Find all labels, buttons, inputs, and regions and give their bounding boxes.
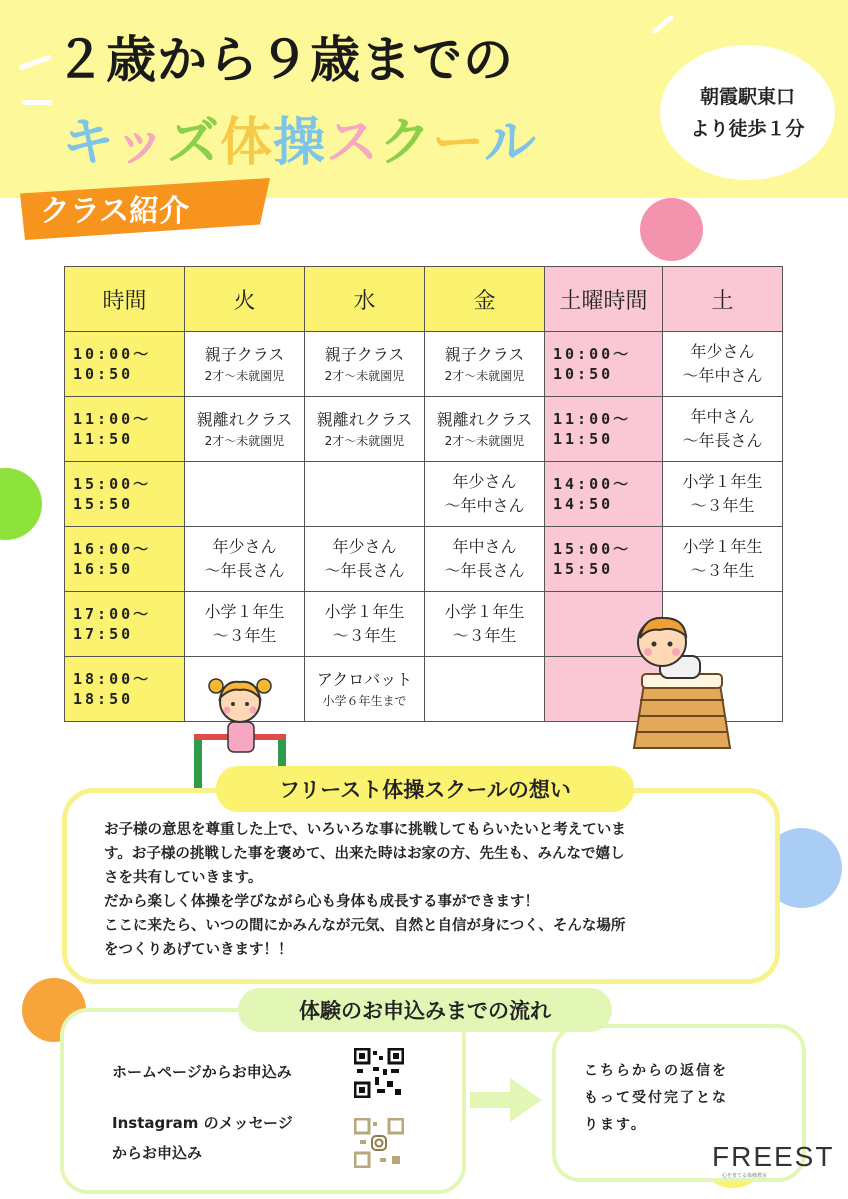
class-name: 小学１年生 (444, 602, 525, 621)
header-friday: 金 (425, 267, 545, 332)
class-name: 小学１年生 (682, 472, 763, 491)
time-slot-cell (65, 462, 185, 527)
class-name: 親離れクラス (196, 410, 293, 429)
apply-via-instagram-line1: Instagram のメッセージ (112, 1114, 293, 1132)
headline-char: ッ (113, 113, 167, 173)
deco-stroke (22, 100, 52, 105)
freest-logo: FREEST (712, 1141, 835, 1172)
class-age-range: 2才〜未就園児 (324, 434, 405, 448)
class-age-range: 2才〜未就園児 (324, 369, 405, 383)
time-slot-text: 16:50 (73, 560, 134, 578)
header-saturday: 土 (663, 267, 783, 332)
class-cell (185, 397, 305, 462)
class-age-range: 2才〜未就園児 (444, 434, 525, 448)
class-name: 年中さん (452, 537, 517, 556)
homepage-qr-code (354, 1048, 404, 1102)
time-slot-cell (65, 397, 185, 462)
reply-line: こちらからの返信を (584, 1063, 728, 1079)
class-cell (305, 527, 425, 592)
saturday-class-cell (663, 332, 783, 397)
class-name: 年中さん (690, 407, 755, 426)
section-ribbon-label: クラス紹介 (40, 194, 190, 229)
time-slot-text: 18:50 (73, 690, 134, 708)
class-name: 年少さん (452, 472, 517, 491)
time-slot-text: 10:50 (73, 365, 134, 383)
time-slot-cell (65, 657, 185, 722)
class-cell (425, 592, 545, 657)
class-cell (425, 462, 545, 527)
class-cell (185, 527, 305, 592)
class-name: 年少さん (212, 537, 277, 556)
time-slot-text: 10:00〜 (553, 345, 632, 363)
class-cell (305, 332, 425, 397)
time-slot-text: 10:00〜 (73, 345, 152, 363)
headline-char: ー (432, 113, 485, 173)
philosophy-line: ここに来たら、いつの間にかみんなが元気、自然と自信が身につく、そんな場所 (104, 918, 626, 934)
class-cell (305, 592, 425, 657)
time-slot-cell (545, 397, 663, 462)
class-name: 小学１年生 (204, 602, 285, 621)
time-slot-text: 11:00〜 (553, 410, 632, 428)
headline-char: ズ (166, 113, 220, 173)
headline-char: ク (379, 113, 433, 173)
philosophy-title: フリースト体操スクールの想い (216, 766, 634, 812)
class-cell (185, 592, 305, 657)
class-cell (305, 657, 425, 722)
philosophy-line: だから楽しく体操を学びながら心も身体も成長する事ができます！ (104, 894, 539, 910)
table-header-row (65, 267, 783, 332)
class-cell (425, 527, 545, 592)
philosophy-message (104, 818, 764, 962)
headline-char: ル (484, 113, 538, 173)
class-age-range: 小学６年生まで (322, 694, 407, 708)
philosophy-line: をつくりあげていきます！！ (104, 942, 293, 958)
philosophy-line: お子様の意思を尊重した上で、いろいろな事に挑戦してもらいたいと考えていま (104, 822, 626, 838)
class-age-range: 2才〜未就園児 (204, 434, 285, 448)
class-age-range: 〜年長さん (204, 561, 285, 580)
class-name: 年少さん (332, 537, 397, 556)
class-name: 〜年長さん (682, 431, 763, 450)
headline-char: 操 (273, 113, 327, 173)
class-name: 親子クラス (324, 345, 405, 364)
pink-circle-deco (640, 198, 703, 261)
access-walk: より徒歩１分 (690, 117, 805, 140)
freest-logo-tagline: 心を育てる体操教室 (722, 1173, 768, 1179)
reply-line: もって受付完了とな (584, 1090, 728, 1106)
class-age-range: 〜年中さん (444, 496, 525, 515)
green-circle-deco (0, 468, 42, 540)
kid-on-vaulting-box-illustration (630, 612, 734, 752)
time-slot-text: 11:50 (553, 430, 614, 448)
headline-char: ス (326, 113, 380, 173)
time-slot-text: 16:00〜 (73, 540, 152, 558)
class-cell (305, 462, 425, 527)
philosophy-line: さを共有していきます。 (104, 870, 263, 886)
instagram-qr-code (354, 1118, 404, 1172)
header-tuesday: 火 (185, 267, 305, 332)
time-slot-text: 15:50 (553, 560, 614, 578)
class-name: 小学１年生 (324, 602, 405, 621)
class-age-range: 〜年長さん (444, 561, 525, 580)
apply-via-instagram-line2: からお申込み (112, 1144, 203, 1162)
class-cell (425, 397, 545, 462)
class-cell (425, 657, 545, 722)
class-age-range: 〜３年生 (212, 626, 277, 645)
time-slot-text: 15:00〜 (553, 540, 632, 558)
time-slot-text: 11:50 (73, 430, 134, 448)
headline-char: キ (62, 113, 114, 173)
class-cell (425, 332, 545, 397)
class-cell (185, 332, 305, 397)
class-cell (305, 397, 425, 462)
time-slot-text: 17:50 (73, 625, 134, 643)
class-name: 親子クラス (204, 345, 285, 364)
schedule-row (65, 527, 783, 592)
class-name: 小学１年生 (682, 537, 763, 556)
saturday-class-cell (663, 462, 783, 527)
saturday-class-cell (663, 397, 783, 462)
philosophy-line: す。お子様の挑戦した事を褒めて、出来た時はお家の方、先生も、みんなで嬉し (104, 846, 625, 862)
class-name: 親離れクラス (316, 410, 413, 429)
access-station: 朝霞駅東口 (699, 85, 795, 108)
access-bubble (660, 45, 835, 180)
time-slot-text: 14:00〜 (553, 475, 632, 493)
time-slot-cell (65, 332, 185, 397)
apply-via-homepage: ホームページからお申込み (112, 1063, 292, 1081)
class-name: 年少さん (690, 342, 755, 361)
headline-char: 体 (220, 113, 274, 173)
time-slot-cell (545, 332, 663, 397)
time-slot-text: 14:50 (553, 495, 614, 513)
schedule-row (65, 332, 783, 397)
flow-title: 体験のお申込みまでの流れ (238, 988, 612, 1032)
schedule-row (65, 462, 783, 527)
time-slot-text: 15:50 (73, 495, 134, 513)
schedule-row (65, 397, 783, 462)
header-wednesday: 水 (305, 267, 425, 332)
saturday-class-cell (663, 527, 783, 592)
time-slot-text: 18:00〜 (73, 670, 152, 688)
flow-arrow-icon (470, 1078, 542, 1126)
header-saturday-time: 土曜時間 (545, 267, 663, 332)
time-slot-cell (65, 592, 185, 657)
headline-age-range: ２歳から９歳までの (55, 31, 514, 89)
class-age-range: 2才〜未就園児 (204, 369, 285, 383)
time-slot-text: 17:00〜 (73, 605, 152, 623)
time-slot-text: 10:50 (553, 365, 614, 383)
class-cell (185, 462, 305, 527)
time-slot-cell (545, 527, 663, 592)
time-slot-text: 11:00〜 (73, 410, 152, 428)
reply-line: ります。 (584, 1117, 647, 1133)
time-slot-text: 15:00〜 (73, 475, 152, 493)
time-slot-cell (545, 462, 663, 527)
class-name: 〜３年生 (690, 561, 755, 580)
class-name: 〜３年生 (690, 496, 755, 515)
apply-via-instagram (112, 1108, 293, 1168)
class-name: 親離れクラス (436, 410, 533, 429)
headline-kids-gym-school (62, 100, 537, 175)
class-age-range: 2才〜未就園児 (444, 369, 525, 383)
class-name: 親子クラス (444, 345, 525, 364)
class-name: 〜年中さん (682, 366, 763, 385)
header-time: 時間 (65, 267, 185, 332)
class-age-range: 〜年長さん (324, 561, 405, 580)
class-name: アクロバット (316, 670, 413, 689)
reply-confirmation-text (584, 1058, 728, 1139)
class-age-range: 〜３年生 (452, 626, 517, 645)
time-slot-cell (65, 527, 185, 592)
class-age-range: 〜３年生 (332, 626, 397, 645)
